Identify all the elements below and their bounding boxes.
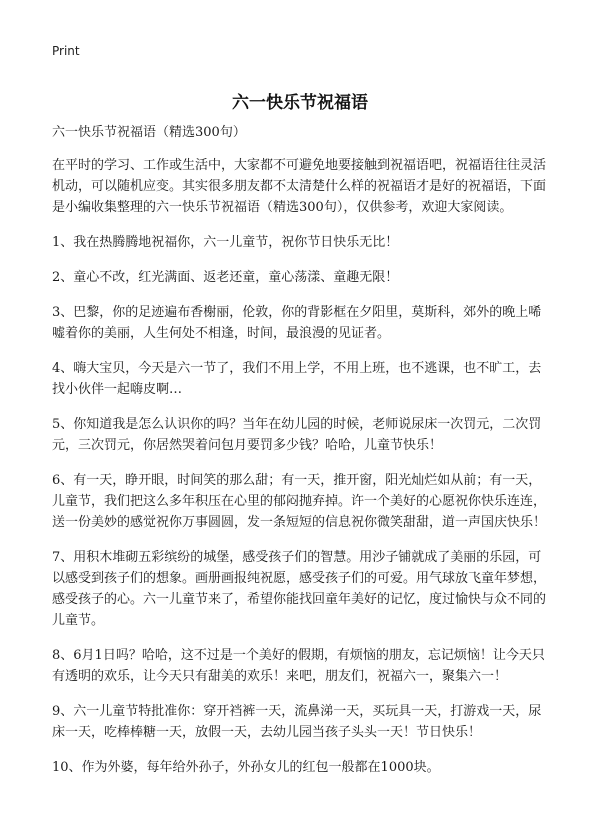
blessing-item-6: 6、有一天，睁开眼，时间笑的那么甜；有一天，推开窗，阳光灿烂如从前；有一天，儿童节，我们把这么多年积压在心里的郁闷抛弃掉。许一个美好的心愿祝你快乐连连，送一份美妙的感觉祝你万事圆圆，发一条短短的信息祝你微笑甜甜，道一声国庆快乐！: [52, 473, 547, 530]
intro-paragraph: 在平时的学习、工作或生活中，大家都不可避免地要接触到祝福语吧，祝福语往往灵活机动，可以随机应变。其实很多朋友都不太清楚什么样的祝福语才是好的祝福语，下面是小编收集整理的六一快乐节祝福语（精选300句），仅供参考，欢迎大家阅读。: [52, 158, 547, 215]
blessing-item-2: 2、童心不改，红光满面、返老还童，童心荡漾、童趣无限！: [52, 270, 399, 285]
blessing-item-8: 8、6月1日吗？哈哈，这不过是一个美好的假期，有烦恼的朋友，忘记烦恼！让今天只有透明的欢乐，让今天只有甜美的欢乐！来吧，朋友们，祝福六一，聚集六一！: [52, 648, 545, 684]
blessing-item-9: 9、六一儿童节特批准你：穿开裆裤一天，流鼻涕一天，买玩具一天，打游戏一天，尿床一天，吃棒棒糖一天，放假一天，去幼儿园当孩子头头一天！节日快乐！: [52, 704, 542, 740]
blessing-item-3: 3、巴黎，你的足迹遍布香榭丽，伦敦，你的背影框在夕阳里，莫斯科，郊外的晚上唏嘘着你的美丽，人生何处不相逢，时间，最浪漫的见证者。: [52, 305, 542, 341]
blessing-item-1: 1、我在热腾腾地祝福你，六一儿童节，祝你节日快乐无比！: [52, 235, 399, 250]
page-title: 六一快乐节祝福语: [232, 93, 368, 113]
blessing-item-7: 7、用积木堆砌五彩缤纷的城堡，感受孩子们的智慧。用沙子铺就成了美丽的乐园，可以感受到孩子们的想象。画册画报纯祝愿，感受孩子们的可爱。用气球放飞童年梦想，感受孩子的心。六一儿童节来了，希望你能找回童年美好的记忆，度过愉快与众不同的儿童节。: [52, 550, 547, 628]
print-link[interactable]: Print: [52, 44, 80, 58]
article-body: [52, 122, 549, 792]
article-subtitle: 六一快乐节祝福语（精选300句）: [52, 125, 246, 140]
blessing-item-10: 10、作为外婆，每年给外孙子，外孙女儿的红包一般都在1000块。: [52, 760, 440, 775]
blessing-item-5: 5、你知道我是怎么认识你的吗？当年在幼儿园的时候，老师说尿床一次罚元，二次罚元，三次罚元，你居然哭着问包月要罚多少钱？哈哈，儿童节快乐！: [52, 417, 542, 453]
blessing-item-4: 4、嗨大宝贝，今天是六一节了，我们不用上学，不用上班，也不逃课，也不旷工，去找小伙伴一起嗨皮啊…: [52, 361, 542, 397]
